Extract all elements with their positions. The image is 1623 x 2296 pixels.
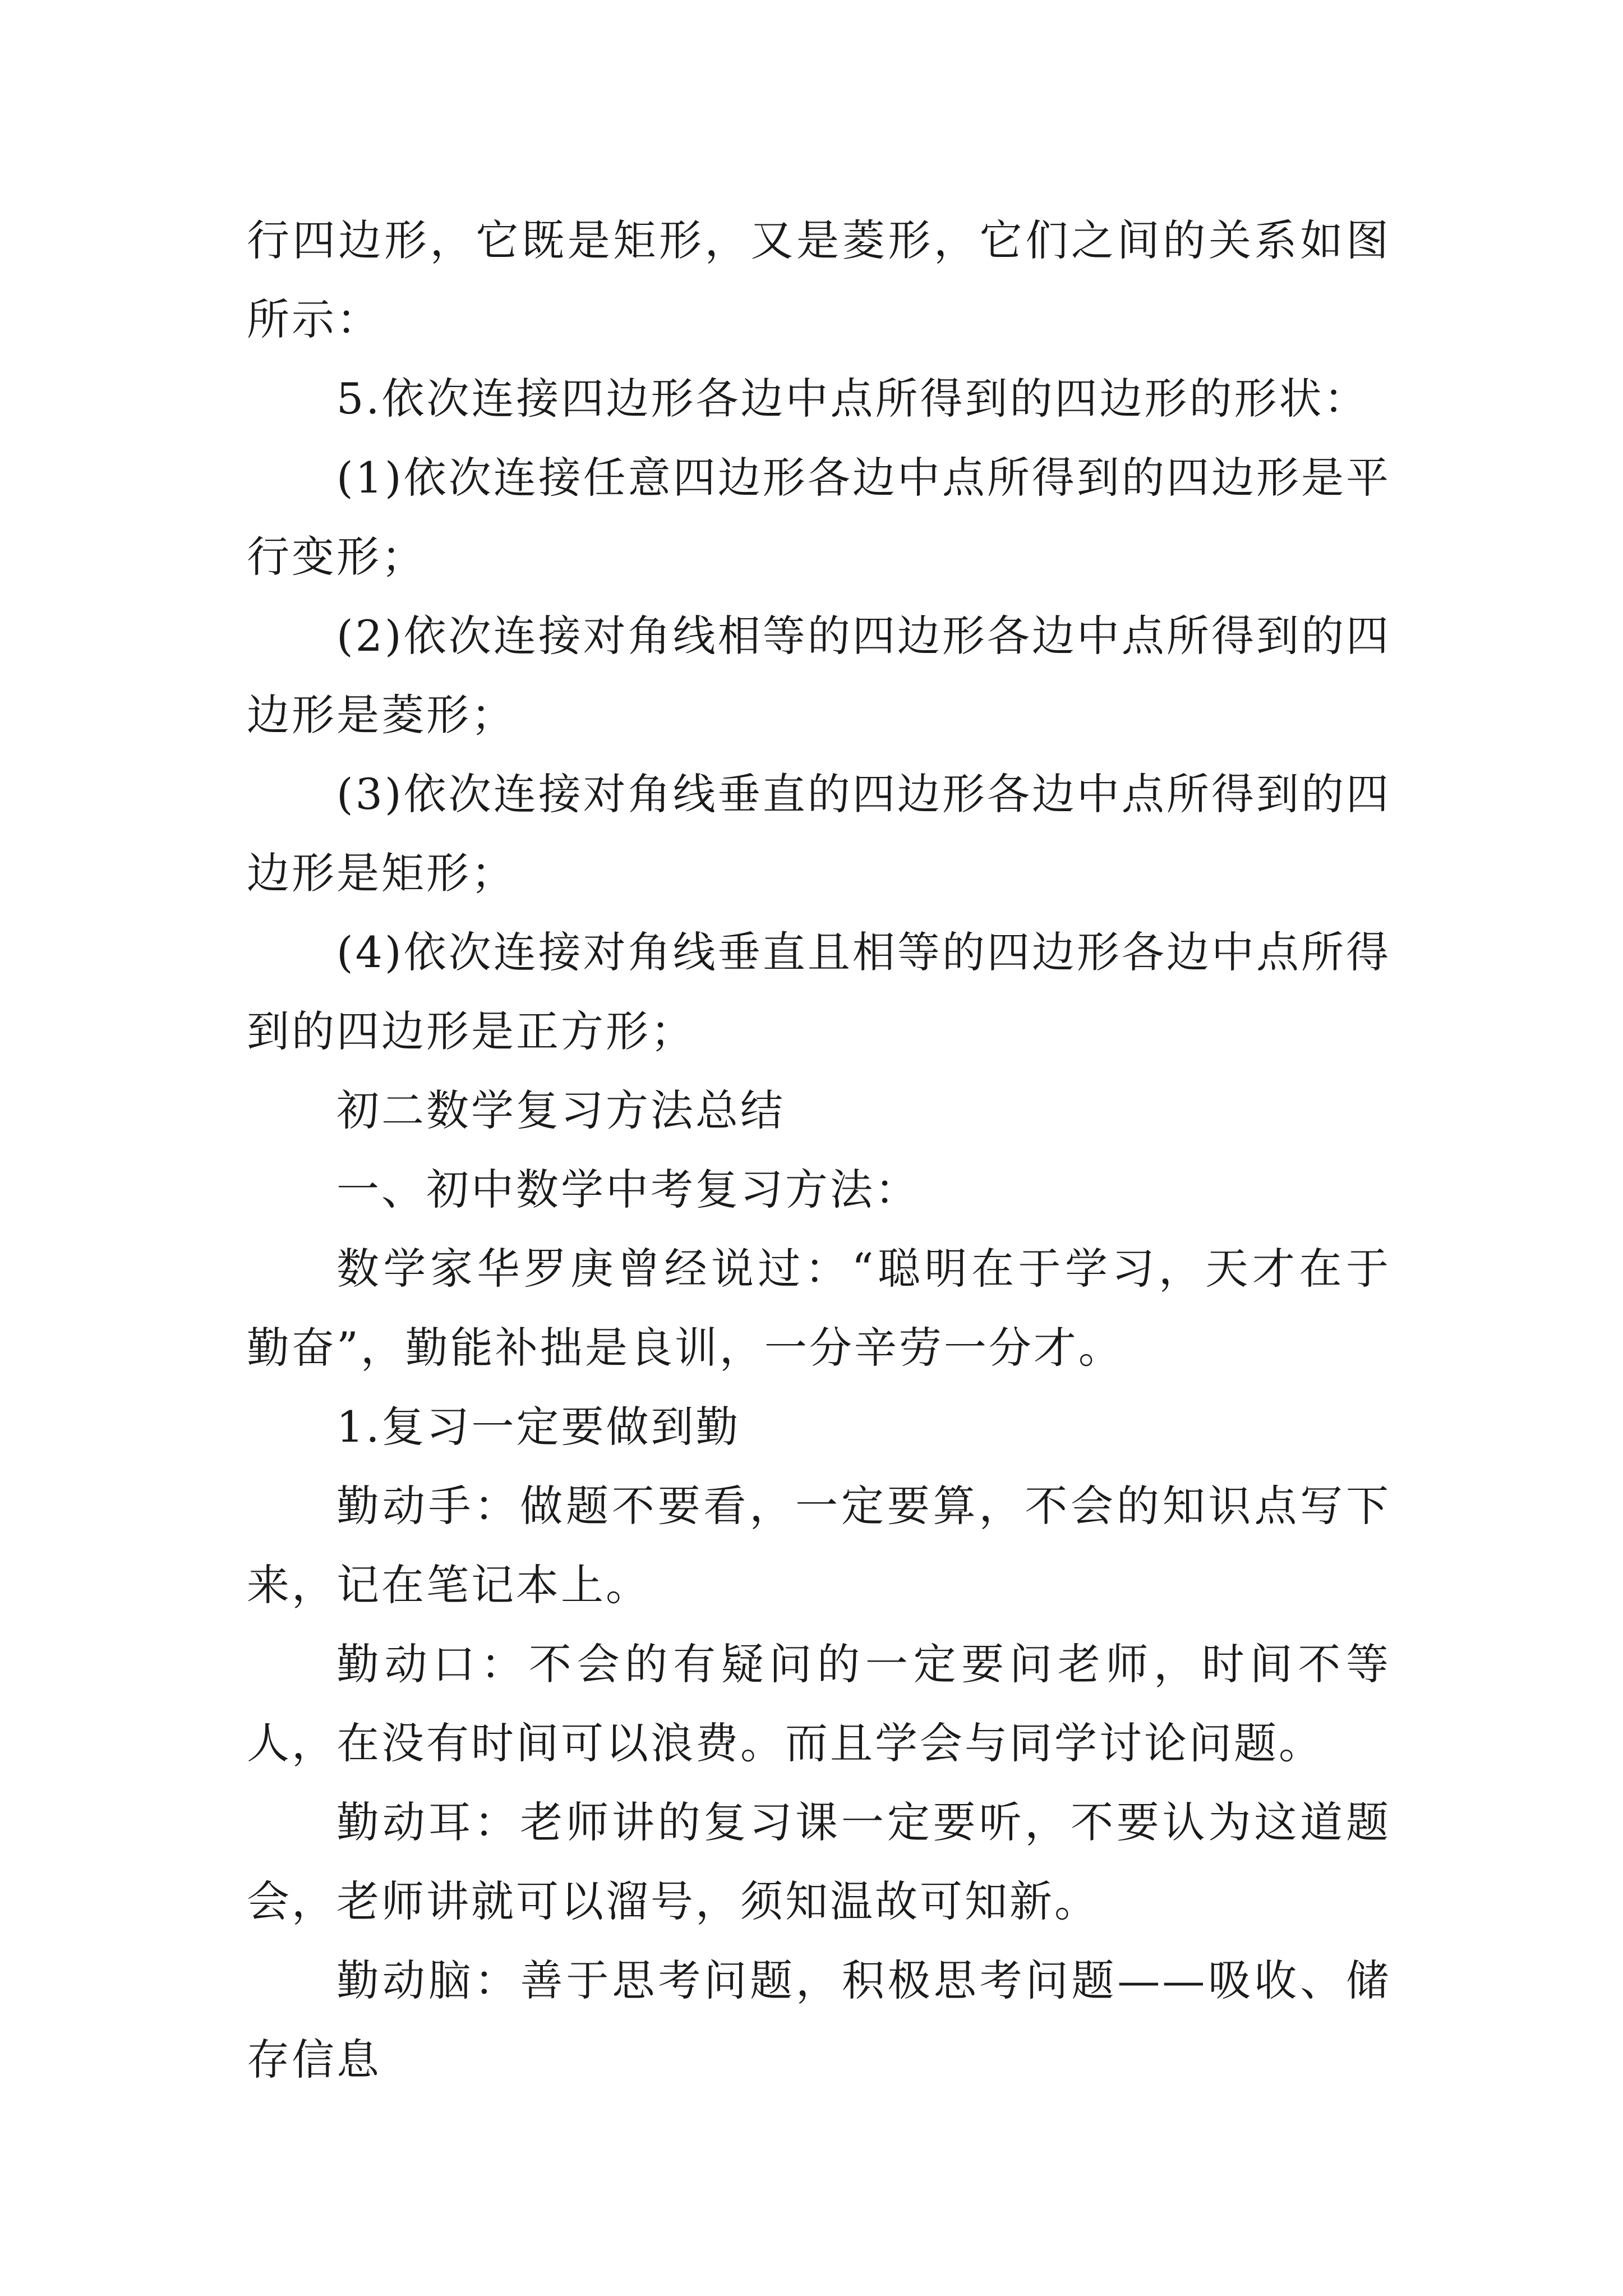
list-heading: 1.复习一定要做到勤 — [336, 1402, 741, 1452]
section-heading: 初二数学复习方法总结 — [336, 1085, 785, 1135]
paragraph: 5.依次连接四边形各边中点所得到的四边形的形状： — [336, 374, 1369, 424]
paragraph: 行四边形，它既是矩形，又是菱形，它们之间的关系如图所示： — [247, 215, 1391, 344]
document-body — [247, 201, 1391, 2099]
paragraph: 勤动手：做题不要看，一定要算，不会的知识点写下来，记在笔记本上。 — [247, 1481, 1391, 1610]
paragraph: 数学家华罗庚曾经说过：“聪明在于学习，天才在于勤奋”，勤能补拙是良训，一分辛劳一分才。 — [247, 1244, 1391, 1373]
paragraph: (4)依次连接对角线垂直且相等的四边形各边中点所得到的四边形是正方形； — [247, 927, 1391, 1056]
paragraph: 勤动口：不会的有疑问的一定要问老师，时间不等人，在没有时间可以浪费。而且学会与同学讨论问题。 — [247, 1639, 1391, 1768]
paragraph: 勤动脑：善于思考问题，积极思考问题——吸收、储存信息 — [247, 1955, 1391, 2085]
paragraph: (1)依次连接任意四边形各边中点所得到的四边形是平行变形； — [247, 453, 1391, 582]
paragraph: (3)依次连接对角线垂直的四边形各边中点所得到的四边形是矩形； — [247, 769, 1391, 898]
paragraph: 勤动耳：老师讲的复习课一定要听，不要认为这道题会，老师讲就可以溜号，须知温故可知新。 — [247, 1797, 1391, 1926]
subsection-heading: 一、初中数学中考复习方法： — [336, 1165, 920, 1214]
paragraph: (2)依次连接对角线相等的四边形各边中点所得到的四边形是菱形； — [247, 611, 1391, 740]
